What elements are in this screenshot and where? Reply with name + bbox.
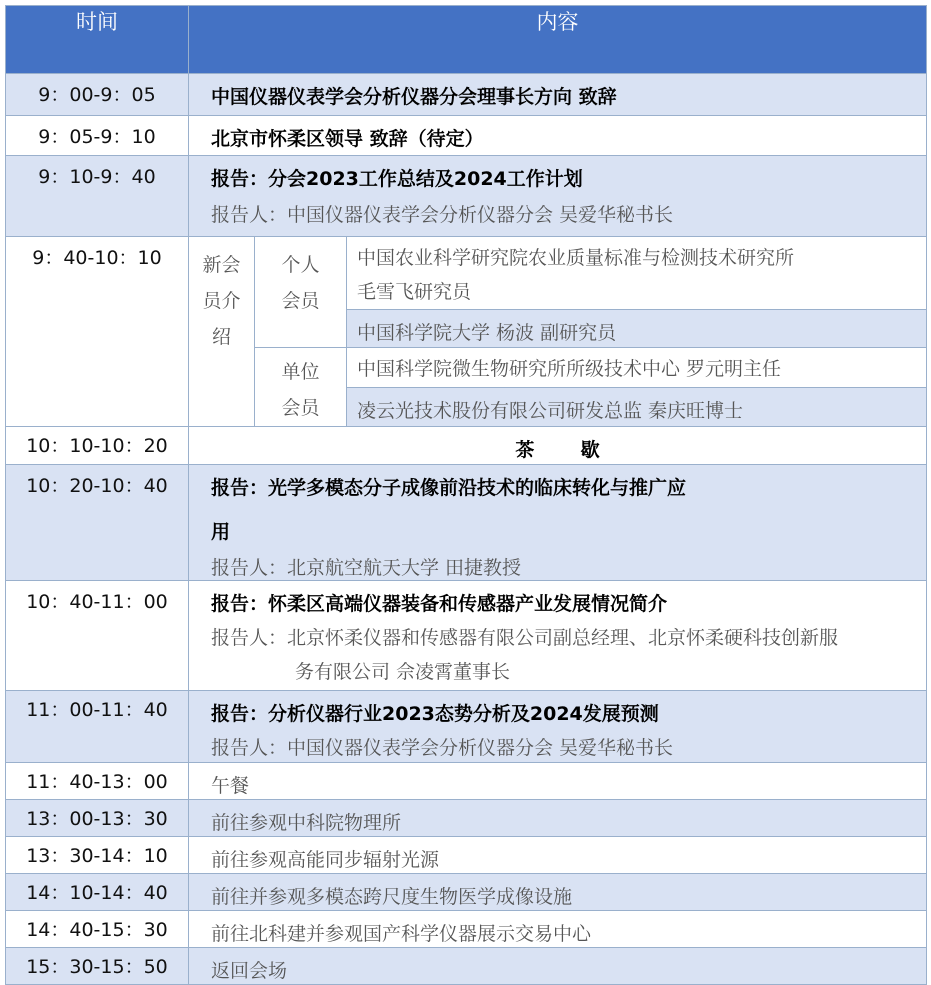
- time-cell: 9：00-9：05: [6, 74, 189, 116]
- time-cell: 9：10-9：40: [6, 156, 189, 237]
- content-cell: 返回会场: [189, 948, 927, 985]
- report-speaker: 报告人：中国仪器仪表学会分析仪器分会 吴爱华秘书长: [211, 204, 674, 226]
- content-cell: [189, 691, 927, 763]
- agenda-row: [6, 800, 927, 837]
- individual-member-label: 个人会员: [255, 237, 347, 348]
- time-cell: 14：10-14：40: [6, 874, 189, 911]
- member-entry: 中国科学院大学 杨波 副研究员: [347, 310, 927, 348]
- content-cell: 前往参观中科院物理所: [189, 800, 927, 837]
- report-title-cont: 用: [211, 521, 231, 543]
- report-speaker: 报告人：北京航空航天大学 田捷教授: [211, 557, 522, 579]
- header-time: 时间: [6, 6, 189, 74]
- agenda-row: [6, 691, 927, 763]
- member-entry: [347, 237, 927, 310]
- content-cell: [189, 465, 927, 581]
- report-speaker: 报告人：北京怀柔仪器和传感器有限公司副总经理、北京怀柔硬科技创新服: [211, 627, 839, 649]
- content-cell: [189, 581, 927, 691]
- time-cell: 15：30-15：50: [6, 948, 189, 985]
- agenda-row: [6, 874, 927, 911]
- time-cell: 11：00-11：40: [6, 691, 189, 763]
- time-cell: 9：05-9：10: [6, 116, 189, 156]
- member-entry: 中国科学院微生物研究所所级技术中心 罗元明主任: [347, 348, 927, 388]
- content-cell: [189, 156, 927, 237]
- agenda-row: [6, 427, 927, 465]
- agenda-row: [6, 116, 927, 156]
- time-cell: 11：40-13：00: [6, 763, 189, 800]
- time-cell: 13：30-14：10: [6, 837, 189, 874]
- agenda-row: [6, 763, 927, 800]
- report-title: 报告：怀柔区高端仪器装备和传感器产业发展情况简介: [211, 593, 668, 615]
- content-cell: 中国仪器仪表学会分析仪器分会理事长方向 致辞: [189, 74, 927, 116]
- agenda-row: [6, 837, 927, 874]
- member-entry: 凌云光技术股份有限公司研发总监 秦庆旺博士: [347, 387, 927, 427]
- time-cell: 10：20-10：40: [6, 465, 189, 581]
- content-cell: 北京市怀柔区领导 致辞（待定）: [189, 116, 927, 156]
- content-cell: 午餐: [189, 763, 927, 800]
- agenda-row: [6, 581, 927, 691]
- agenda-row: [6, 74, 927, 116]
- content-cell: 前往并参观多模态跨尺度生物医学成像设施: [189, 874, 927, 911]
- time-cell: 14：40-15：30: [6, 911, 189, 948]
- content-cell: 茶 歇: [189, 427, 927, 465]
- time-cell: 9：40-10：10: [6, 237, 189, 427]
- agenda-row: [6, 237, 927, 310]
- report-speaker: 报告人：中国仪器仪表学会分析仪器分会 吴爱华秘书长: [211, 737, 674, 759]
- content-cell: 前往参观高能同步辐射光源: [189, 837, 927, 874]
- member-entry-line: 中国农业科学研究院农业质量标准与检测技术研究所: [357, 247, 795, 269]
- time-cell: 10：10-10：20: [6, 427, 189, 465]
- agenda-table: [5, 5, 927, 985]
- new-member-label: 新会员介绍: [189, 237, 255, 427]
- report-title: 报告：光学多模态分子成像前沿技术的临床转化与推广应: [211, 477, 687, 499]
- report-speaker-cont: 务有限公司 佘凌霄董事长: [295, 661, 511, 683]
- header-row: [6, 6, 927, 74]
- report-title: 报告：分析仪器行业2023态势分析及2024发展预测: [211, 703, 659, 725]
- report-title: 报告：分会2023工作总结及2024工作计划: [211, 168, 583, 190]
- agenda-row: [6, 465, 927, 581]
- member-entry-line: 毛雪飞研究员: [357, 281, 472, 303]
- time-cell: 13：00-13：30: [6, 800, 189, 837]
- header-content: 内容: [189, 6, 927, 74]
- agenda-row: [6, 948, 927, 985]
- time-cell: 10：40-11：00: [6, 581, 189, 691]
- content-cell: 前往北科建并参观国产科学仪器展示交易中心: [189, 911, 927, 948]
- agenda-row: [6, 156, 927, 237]
- unit-member-label: 单位会员: [255, 348, 347, 427]
- agenda-row: [6, 911, 927, 948]
